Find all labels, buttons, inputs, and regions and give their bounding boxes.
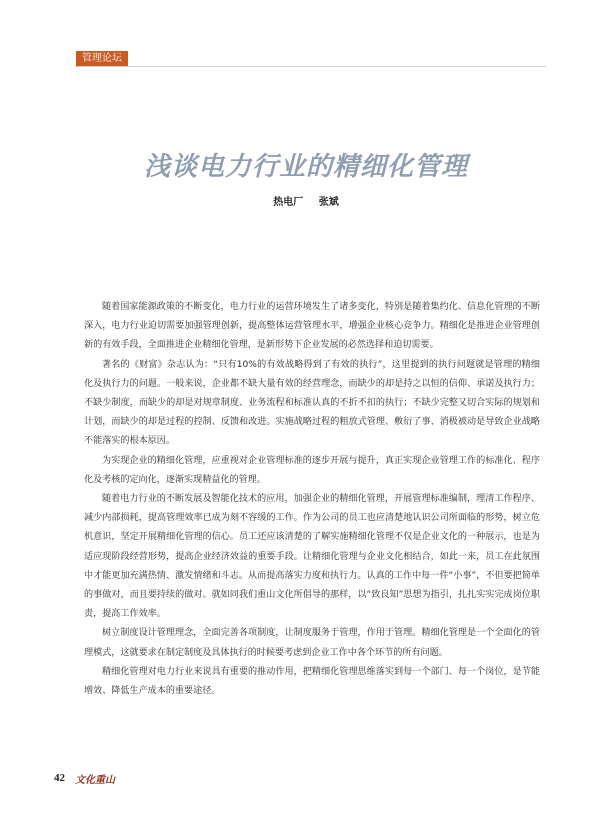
article-title: 浅谈电力行业的精细化管理 [143,152,468,182]
column-divider [76,66,546,67]
column-tag: 管理论坛 [76,51,128,66]
magazine-logo: 文化重山 [75,775,115,786]
paragraph: 著名的《财富》杂志认为：“只有10%的有效战略得到了有效的执行”，这里提到的执行问题就是管理的精细化及执行力的问题。一般来说，企业都不缺大量有效的经营理念，而缺少的却是持之以恒的信仰、承诺及执行力；不缺少制度，而缺少的却是对规章制度、业务流程和标准认真的不折不扣的执行；不缺少完整又切合实际的规划和计划，而缺少的却是过程的控制、反馈和改进。实施战略过程的粗放式管理、敷衍了事、消极被动是导致企业战略不能落实的根本原因。 [84,359,540,447]
byline [0,193,612,208]
page-number: 42 [54,772,65,784]
author-name: 张斌 [318,197,339,208]
paragraph: 随着电力行业的不断发展及智能化技术的应用，加强企业的精细化管理，开展管理标准编制，理清工作程序、减少内部损耗，提高管理效率已成为刻不容缓的工作。作为公司的员工也应清楚地认识公司所面临的形势，树立危机意识，坚定开展精细化管理的信心。员工还应该清楚的了解实施精细化管理不仅是企业文化的一种展示，也是为适应现阶段经营形势，提高企业经济效益的重要手段。让精细化管理与企业文化相结合，如此一来，员工在此氛围中才能更加充满热情、激发情绪和斗志。从而提高落实力度和执行力。认真的工作中每一件“小事”，不但要把简单的事做对，而且要持续的做对。就如同我们重山文化所倡导的那样，以“致良知”思想为指引，扎扎实实完成岗位职责，提高工作效率。 [84,494,540,620]
article-body [84,298,540,701]
author-unit: 热电厂 [273,197,304,208]
paragraph: 随着国家能源政策的不断变化，电力行业的运营环境发生了诸多变化，特别是随着集约化、信息化管理的不断深入，电力行业迫切需要加强管理创新，提高整体运营管理水平，增强企业核心竞争力。精细化是推进企业管理创新的有效手段，全面推进企业精细化管理，是新形势下企业发展的必然选择和迫切需要。 [84,302,540,351]
paragraph: 为实现企业的精细化管理，应重视对企业管理标准的逐步开展与提升，真正实现企业管理工作的标准化、程序化及考核的定向化，逐渐实现精益化的管理。 [84,455,540,485]
paragraph: 树立制度设计管理理念，全面完善各项制度，让制度服务于管理，作用于管理。精细化管理是一个全面化的管理模式，这就要求在制定制度及具体执行的时候要考虑到企业工作中各个环节的所有问题。 [84,628,540,658]
paragraph: 精细化管理对电力行业来说具有重要的推动作用，把精细化管理思维落实到每一个部门、每一个岗位，是节能增效、降低生产成本的重要途径。 [84,666,540,697]
